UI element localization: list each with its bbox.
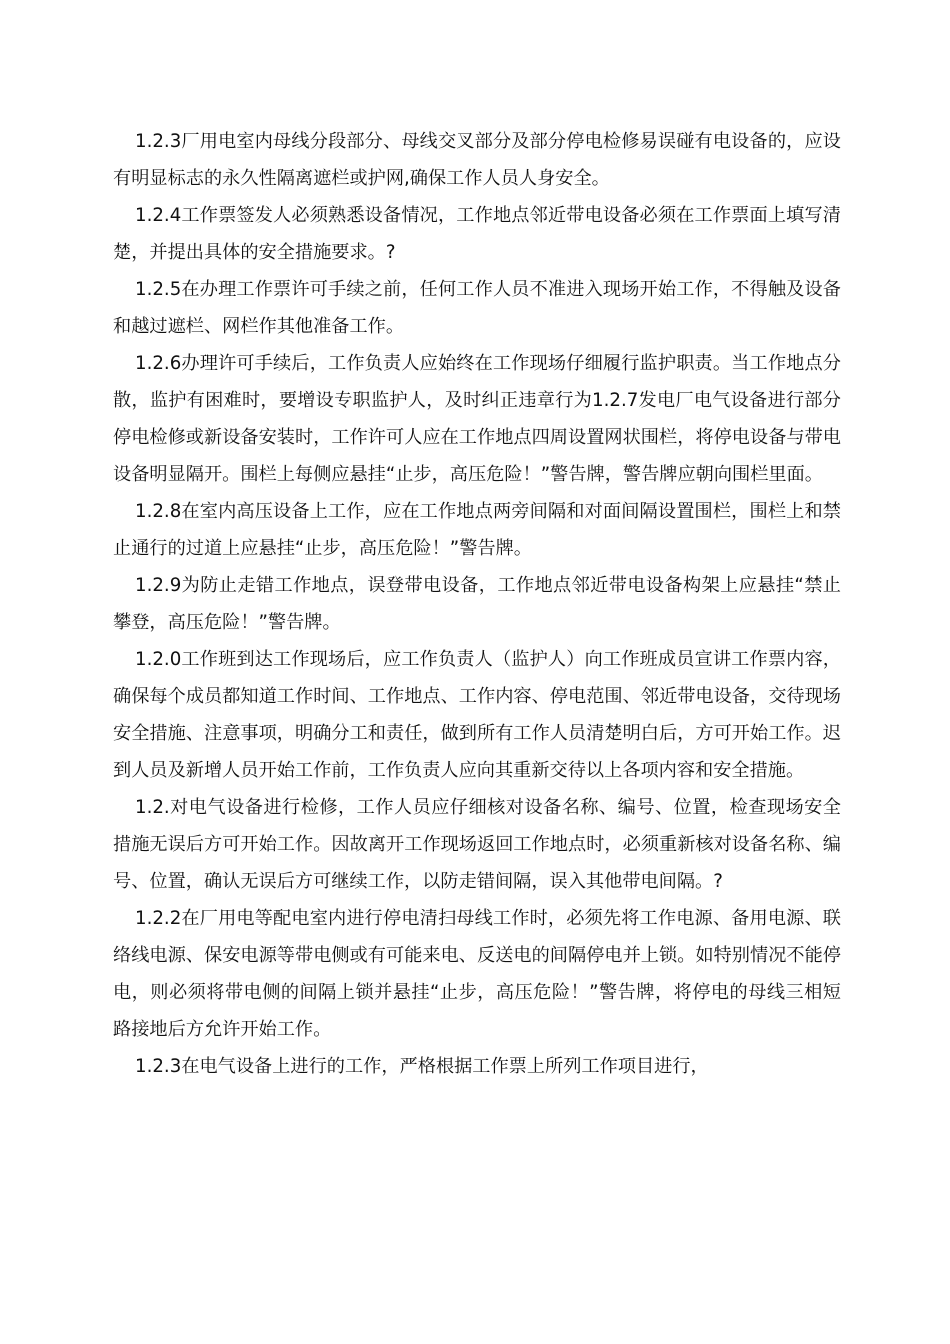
paragraph-1-2-2-busbar-cleaning: 1.2.2在厂用电等配电室内进行停电清扫母线工作时，必须先将工作电源、备用电源、联络线电源、保安电源等带电侧或有可能来电、反送电的间隔停电并上锁。如特别情况不能停电，则必须将带电侧的间隔上锁并悬挂“止步，高压危险！”警告牌，将停电的母线三相短路接地后方允许开始工作。 (113, 908, 841, 1040)
paragraph-1-2-4-ticket-issuer: 1.2.4工作票签发人必须熟悉设备情况，工作地点邻近带电设备必须在工作票面上填写清楚，并提出具体的安全措施要求。? (113, 205, 841, 263)
paragraph-1-2-5-permit: 1.2.5在办理工作票许可手续之前，任何工作人员不准进入现场开始工作，不得触及设备和越过遮栏、网栏作其他准备工作。 (113, 279, 841, 337)
paragraph-1-2-9-no-climbing: 1.2.9为防止走错工作地点，误登带电设备，工作地点邻近带电设备构架上应悬挂“禁止攀登，高压危险！”警告牌。 (113, 575, 841, 633)
paragraph-1-2-3-busbar: 1.2.3厂用电室内母线分段部分、母线交叉部分及部分停电检修易误碰有电设备的，应设有明显标志的永久性隔离遮栏或护网,确保工作人员人身安全。 (113, 131, 841, 189)
paragraph-1-2-3-work-items: 1.2.3在电气设备上进行的工作，严格根据工作票上所列工作项目进行， (135, 1056, 709, 1077)
paragraph-1-2-6-supervision: 1.2.6办理许可手续后，工作负责人应始终在工作现场仔细履行监护职责。当工作地点分散，监护有困难时，要增设专职监护人，及时纠正违章行为1.2.7发电厂电气设备进行部分停电检修或新设备安装时，工作许可人应在工作地点四周设置网状围栏，将停电设备与带电设备明显隔开。围栏上每侧应悬挂“止步，高压危险！”警告牌，警告牌应朝向围栏里面。 (113, 353, 841, 485)
document-body (113, 123, 841, 1085)
paragraph-1-2-0-briefing: 1.2.0工作班到达工作现场后，应工作负责人（监护人）向工作班成员宣讲工作票内容，确保每个成员都知道工作时间、工作地点、工作内容、停电范围、邻近带电设备，交待现场安全措施、注意事项，明确分工和责任，做到所有工作人员清楚明白后，方可开始工作。迟到人员及新增人员开始工作前，工作负责人应向其重新交待以上各项内容和安全措施。 (113, 649, 841, 781)
paragraph-1-2-8-indoor-fence: 1.2.8在室内高压设备上工作，应在工作地点两旁间隔和对面间隔设置围栏，围栏上和禁止通行的过道上应悬挂“止步，高压危险！”警告牌。 (113, 501, 841, 559)
paragraph-1-2-check-equipment: 1.2.对电气设备进行检修，工作人员应仔细核对设备名称、编号、位置，检查现场安全措施无误后方可开始工作。因故离开工作现场返回工作地点时，必须重新核对设备名称、编号、位置，确认无误后方可继续工作，以防走错间隔，误入其他带电间隔。? (113, 797, 841, 892)
